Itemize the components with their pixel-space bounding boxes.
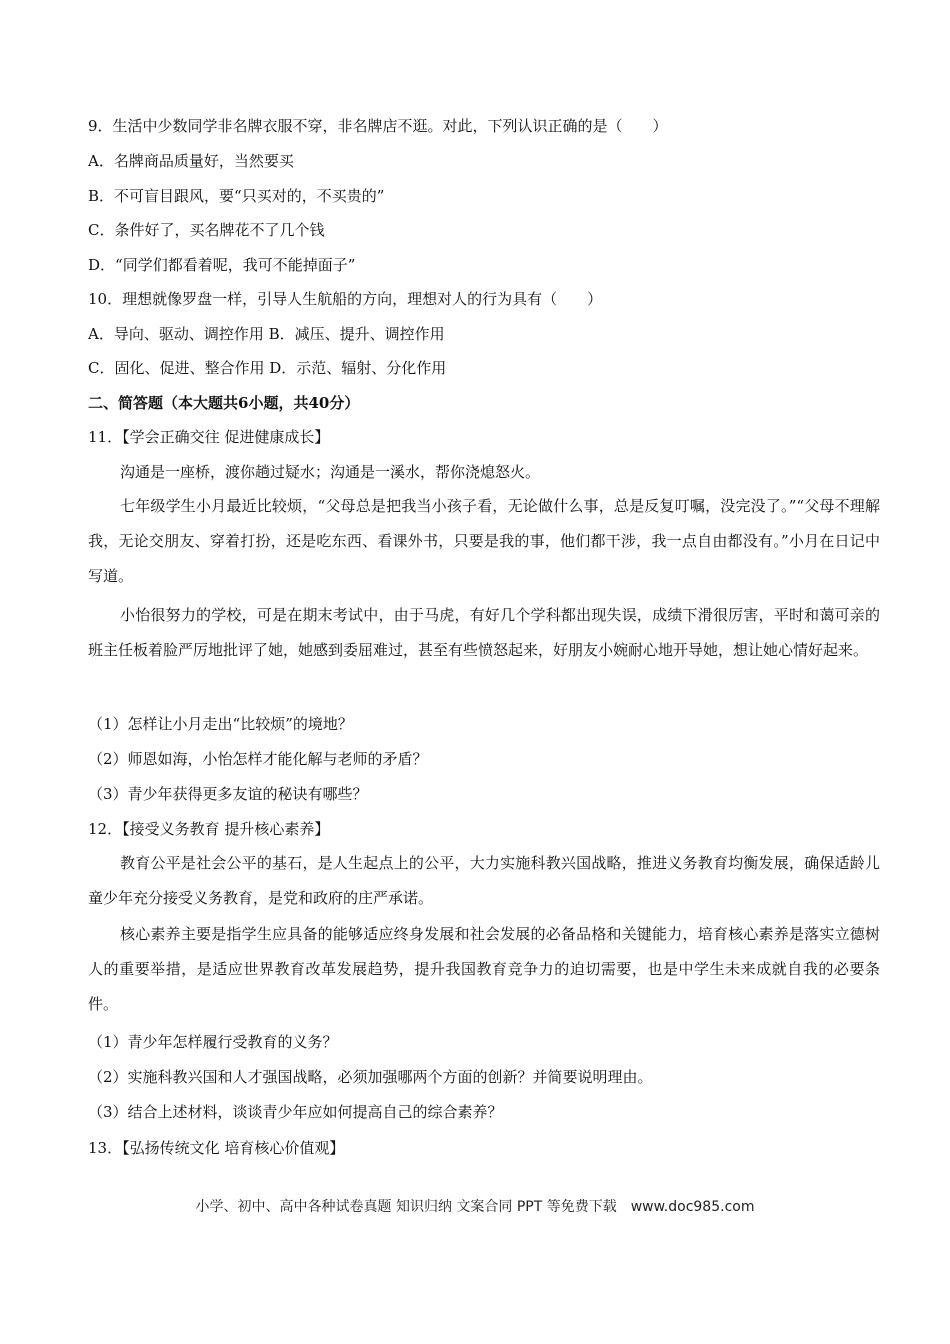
- question-9-option-b: B．不可盲目跟风，要“只买对的，不买贵的”: [88, 187, 385, 205]
- question-11-sub-3: （3）青少年获得更多友谊的秘诀有哪些？: [88, 785, 368, 803]
- question-11-sub-1: （1）怎样让小月走出“比较烦”的境地？: [88, 715, 353, 733]
- question-12-sub-3: （3）结合上述材料，谈谈青少年应如何提高自己的综合素养？: [88, 1103, 503, 1121]
- question-11-intro: 沟通是一座桥，渡你趟过疑水；沟通是一溪水，帮你浇熄怒火。: [120, 463, 541, 481]
- question-13-title: 13．【弘扬传统文化 培育核心价值观】: [88, 1139, 345, 1157]
- question-10-stem: 10．理想就像罗盘一样，引导人生航船的方向，理想对人的行为具有（ ）: [88, 290, 603, 308]
- question-9-option-a: A．名牌商品质量好，当然要买: [88, 152, 294, 170]
- question-9-option-d: D．“同学们都看着呢，我可不能掉面子”: [88, 256, 356, 274]
- page-footer: 小学、初中、高中各种试卷真题 知识归纳 文案合同 PPT 等免费下载 www.doc985.com: [195, 1199, 755, 1215]
- question-9-stem: 9．生活中少数同学非名牌衣服不穿，非名牌店不逛。对此，下列认识正确的是（ ）: [88, 117, 668, 135]
- question-10-options-ab: A．导向、驱动、调控作用 B．减压、提升、调控作用: [88, 325, 445, 343]
- question-12-title: 12．【接受义务教育 提升核心素养】: [88, 820, 330, 838]
- question-10-options-cd: C．固化、促进、整合作用 D．示范、辐射、分化作用: [88, 359, 447, 377]
- question-12-sub-1: （1）青少年怎样履行受教育的义务？: [88, 1033, 338, 1051]
- section-2-heading: 二、简答题（本大题共6小题，共40分）: [88, 394, 360, 412]
- question-12-paragraph-2: 核心素养主要是指学生应具备的能够适应终身发展和社会发展的必备品格和关键能力，培育核心素养是落实立德树人的重要举措，是适应世界教育改革发展趋势，提升我国教育竞争力的迫切需要，也是中学生未来成就自我的必要条件。: [88, 925, 880, 1013]
- question-11-paragraph-2: 小怡很努力的学校，可是在期末考试中，由于马虎，有好几个学科都出现失误，成绩下滑很厉害，平时和蔼可亲的班主任板着脸严厉地批评了她，她感到委屈难过，甚至有些愤怒起来，好朋友小婉耐心地开导她，想让她心情好起来。: [88, 606, 880, 659]
- question-12-paragraph-1: 教育公平是社会公平的基石，是人生起点上的公平，大力实施科教兴国战略，推进义务教育均衡发展，确保适龄儿童少年充分接受义务教育，是党和政府的庄严承诺。: [88, 854, 880, 907]
- question-11-paragraph-1: 七年级学生小月最近比较烦，“父母总是把我当小孩子看，无论做什么事，总是反复叮嘱，没完没了。”“父母不理解我，无论交朋友、穿着打扮，还是吃东西、看课外书，只要是我的事，他们都干涉，我一点自由都没有。”小月在日记中写道。: [88, 497, 880, 585]
- question-12-sub-2: （2）实施科教兴国和人才强国战略，必须加强哪两个方面的创新？并简要说明理由。: [88, 1068, 653, 1086]
- question-11-title: 11．【学会正确交往 促进健康成长】: [88, 428, 330, 446]
- question-9-option-c: C．条件好了，买名牌花不了几个钱: [88, 221, 325, 239]
- question-11-sub-2: （2）师恩如海，小怡怎样才能化解与老师的矛盾？: [88, 750, 428, 768]
